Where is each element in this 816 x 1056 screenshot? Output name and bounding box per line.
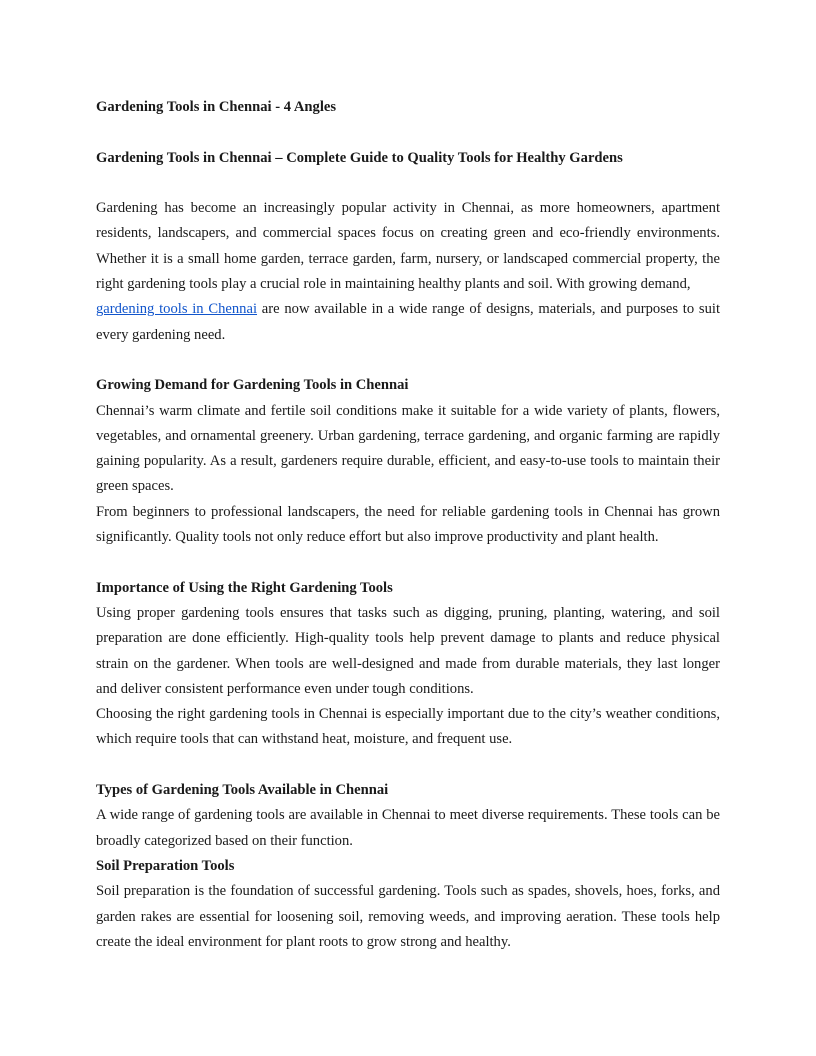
- document-title: Gardening Tools in Chennai - 4 Angles: [96, 99, 337, 115]
- intro-text-after-link: are now available in a wide range of designs, materials, and purposes to suit every gardening need.: [96, 301, 720, 343]
- section-heading-types: Types of Gardening Tools Available in Chennai: [96, 782, 389, 799]
- intro-text-before-link: Gardening has become an increasingly popular activity in Chennai, as more homeowners, apartment residents, landscapers, and commercial spaces focus on creating green and eco-friendly environments. Whether it is a small home garden, terrace garden, farm, nursery, or landscaped commercial property, the right gardening tools play a crucial role in maintaining healthy plants and soil. With growing demand,: [96, 200, 720, 293]
- spacer: [96, 753, 720, 778]
- spacer: [96, 550, 720, 575]
- document-page: [96, 95, 720, 955]
- spacer: [96, 348, 720, 373]
- types-paragraph-1: A wide range of gardening tools are available in Chennai to meet diverse requirements. These tools can be broadly categorized based on their function.: [96, 807, 720, 849]
- demand-paragraph-2: From beginners to professional landscapers, the need for reliable gardening tools in Chennai has grown significantly. Quality tools not only reduce effort but also improve productivity and plant health.: [96, 503, 720, 546]
- document-subtitle: Gardening Tools in Chennai – Complete Guide to Quality Tools for Healthy Gardens: [96, 149, 623, 166]
- types-paragraph-2: Soil preparation is the foundation of successful gardening. Tools such as spades, shovels, hoes, forks, and garden rakes are essential for loosening soil, removing weeds, and improving aeration. These tools help create the ideal environment for plant roots to grow strong and healthy.: [96, 883, 720, 950]
- gardening-tools-link[interactable]: gardening tools in Chennai: [96, 301, 258, 318]
- importance-paragraph-2: Choosing the right gardening tools in Chennai is especially important due to the city’s weather conditions, which require tools that can withstand heat, moisture, and frequent use.: [96, 706, 720, 748]
- sub-heading-soil-preparation: Soil Preparation Tools: [96, 857, 235, 874]
- intro-paragraph: [96, 196, 720, 348]
- demand-paragraph-1: Chennai’s warm climate and fertile soil conditions make it suitable for a wide variety of plants, flowers, vegetables, and ornamental greenery. Urban gardening, terrace gardening, and organic farming are rapidly gaining popularity. As a result, gardeners require durable, efficient, and easy-to-use tools to maintain their green spaces.: [96, 402, 720, 495]
- section-heading-importance: Importance of Using the Right Gardening Tools: [96, 579, 393, 596]
- importance-paragraph-1: Using proper gardening tools ensures that tasks such as digging, pruning, planting, watering, and soil preparation are done efficiently. High-quality tools help prevent damage to plants and reduce physical strain on the gardener. When tools are well-designed and made from durable materials, they last longer and deliver consistent performance even under tough conditions.: [96, 604, 720, 697]
- section-heading-demand: Growing Demand for Gardening Tools in Chennai: [96, 377, 409, 394]
